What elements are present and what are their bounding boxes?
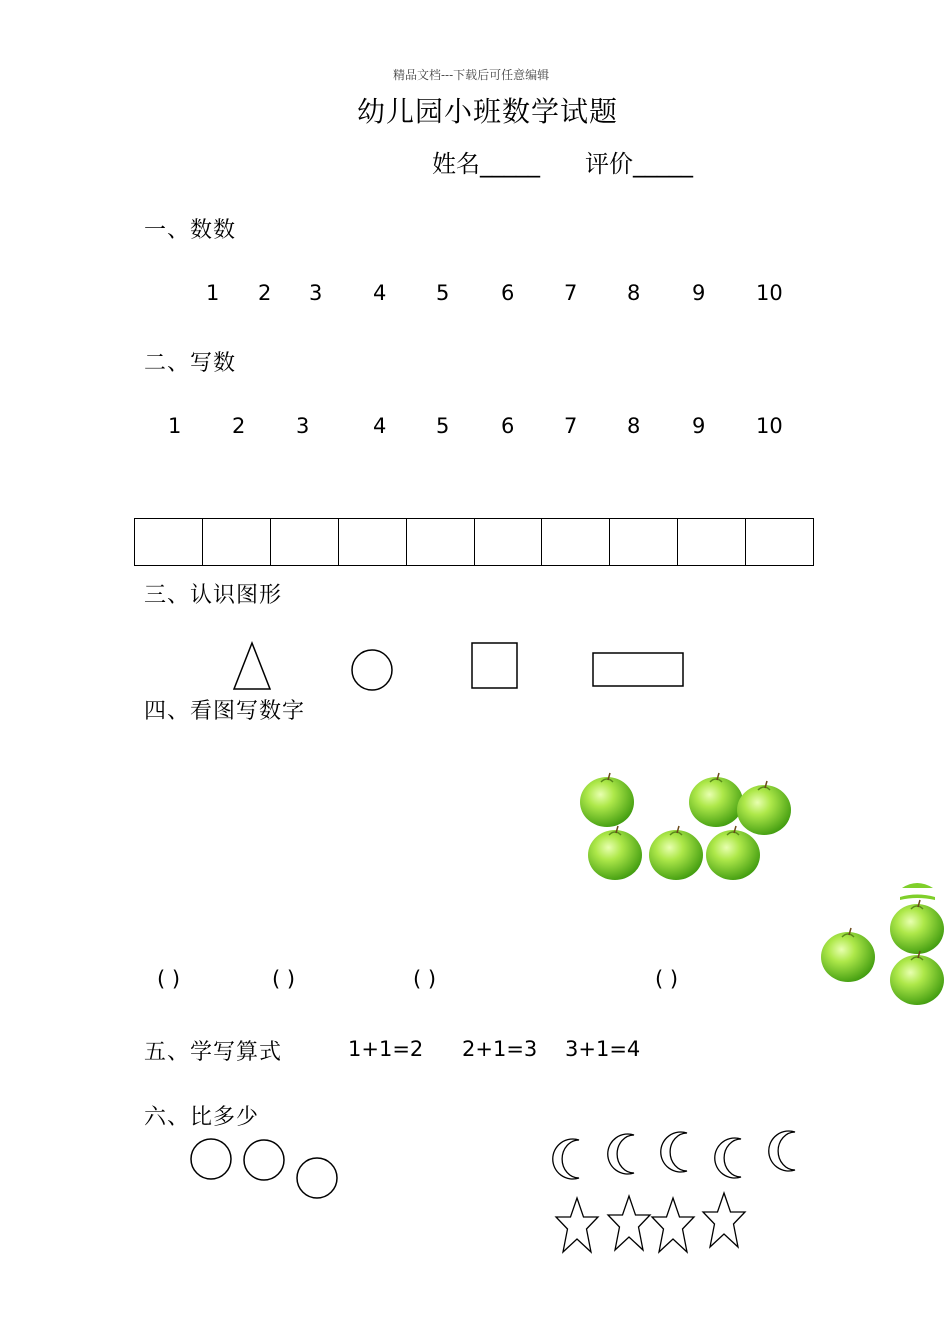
moon-icon — [608, 1134, 634, 1174]
star-icon — [556, 1198, 598, 1252]
answer-blank[interactable]: ( ) — [272, 967, 296, 991]
write-number: 1 — [168, 414, 182, 438]
write-number: 9 — [692, 414, 706, 438]
section-1-title: 一、数数 — [144, 218, 237, 243]
count-number: 8 — [627, 281, 641, 305]
section-6-title: 六、比多少 — [144, 1105, 260, 1130]
count-number: 5 — [436, 281, 450, 305]
count-number: 1 — [206, 281, 220, 305]
circle-figure — [297, 1158, 337, 1198]
moon-icon — [769, 1131, 795, 1171]
write-number: 10 — [756, 414, 783, 438]
write-number: 2 — [232, 414, 246, 438]
count-number: 7 — [564, 281, 578, 305]
equation: 2+1=3 — [462, 1037, 538, 1061]
section-3-title: 三、认识图形 — [144, 583, 283, 608]
name-field-label: 姓名_____ — [432, 150, 540, 178]
write-number: 6 — [501, 414, 515, 438]
answer-blank[interactable]: ( ) — [655, 967, 679, 991]
write-number: 8 — [627, 414, 641, 438]
count-number: 6 — [501, 281, 515, 305]
count-number: 9 — [692, 281, 706, 305]
section-5-title: 五、学写算式 — [144, 1040, 283, 1065]
write-number: 7 — [564, 414, 578, 438]
grade-field-label: 评价_____ — [585, 150, 693, 178]
answer-blank[interactable]: ( ) — [157, 967, 181, 991]
moon-icon — [715, 1138, 741, 1178]
answer-blank[interactable]: ( ) — [413, 967, 437, 991]
section-4-title: 四、看图写数字 — [144, 699, 306, 724]
write-number: 3 — [296, 414, 310, 438]
page-title: 幼儿园小班数学试题 — [357, 95, 619, 128]
section-2-title: 二、写数 — [144, 351, 237, 376]
count-number: 3 — [309, 281, 323, 305]
circle-figure — [244, 1140, 284, 1180]
equation: 3+1=4 — [565, 1037, 641, 1061]
star-icon — [608, 1196, 650, 1250]
star-icon — [652, 1198, 694, 1252]
write-number: 4 — [373, 414, 387, 438]
count-number: 2 — [258, 281, 272, 305]
circle-figure — [191, 1139, 231, 1179]
moon-icon — [661, 1132, 687, 1172]
count-number: 4 — [373, 281, 387, 305]
moon-icon — [553, 1139, 579, 1179]
star-icon — [703, 1193, 745, 1247]
watermark-text: 精品文档---下载后可任意编辑 — [393, 68, 550, 82]
equation: 1+1=2 — [348, 1037, 424, 1061]
write-number: 5 — [436, 414, 450, 438]
count-number: 10 — [756, 281, 783, 305]
